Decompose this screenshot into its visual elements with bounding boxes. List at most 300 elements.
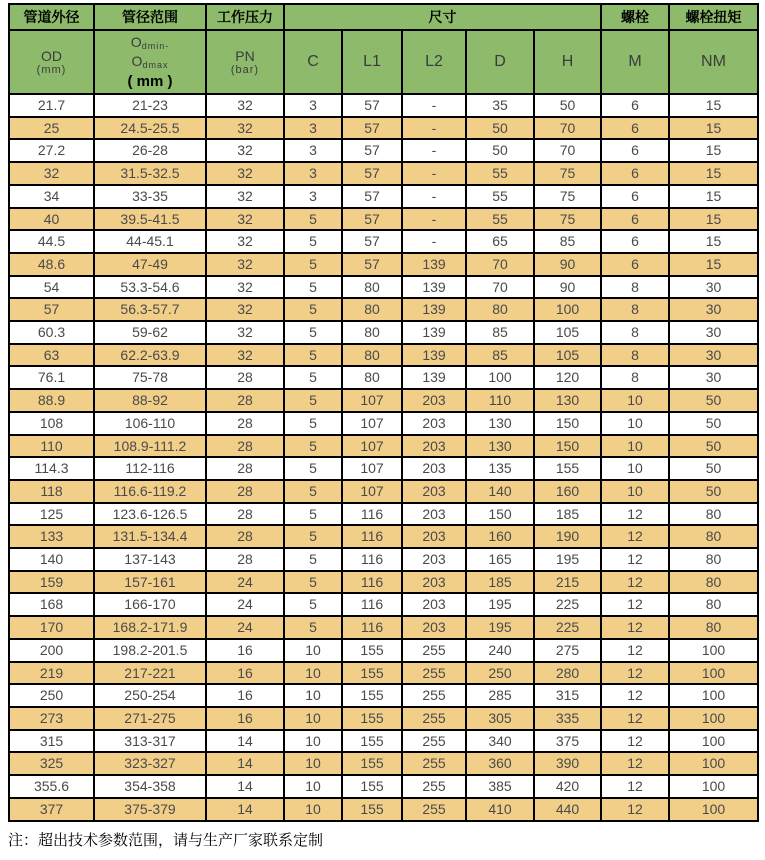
table-cell: 12	[601, 707, 669, 730]
table-row	[9, 593, 758, 616]
table-cell: 5	[284, 457, 342, 480]
header-pn-unit: (bar)	[230, 63, 260, 76]
table-cell: 3	[284, 94, 342, 117]
table-cell: 6	[601, 185, 669, 208]
table-cell: 32	[206, 230, 284, 253]
table-cell: 50	[669, 480, 758, 503]
table-cell: 31.5-32.5	[94, 162, 206, 185]
table-cell: 28	[206, 389, 284, 412]
header-row-chinese	[9, 4, 758, 30]
table-cell: 75-78	[94, 366, 206, 389]
table-cell: 139	[402, 253, 466, 276]
table-cell: 21.7	[9, 94, 94, 117]
table-cell: 70	[466, 276, 534, 299]
table-cell: 131.5-134.4	[94, 525, 206, 548]
table-cell: 85	[466, 321, 534, 344]
table-cell: 63	[9, 344, 94, 367]
table-cell: 39.5-41.5	[94, 208, 206, 231]
table-cell: 5	[284, 389, 342, 412]
table-cell: 10	[284, 707, 342, 730]
table-cell: 255	[402, 752, 466, 775]
table-cell: 5	[284, 412, 342, 435]
table-cell: 203	[402, 457, 466, 480]
table-cell: 155	[342, 662, 402, 685]
header-row-symbols	[9, 30, 758, 94]
table-cell: 15	[669, 253, 758, 276]
header-dimensions: 尺寸	[284, 4, 601, 30]
table-cell: 116	[342, 548, 402, 571]
table-cell: 90	[534, 253, 601, 276]
table-cell: 14	[206, 752, 284, 775]
table-row	[9, 798, 758, 821]
header-od-range	[94, 30, 206, 94]
table-cell: 34	[9, 185, 94, 208]
table-cell: 10	[601, 412, 669, 435]
table-cell: 10	[284, 730, 342, 753]
table-cell: 32	[206, 298, 284, 321]
table-cell: 139	[402, 344, 466, 367]
table-cell: 139	[402, 298, 466, 321]
table-cell: 10	[284, 639, 342, 662]
odmin-subscript: dmin-	[141, 40, 170, 51]
table-row	[9, 366, 758, 389]
table-cell: -	[402, 117, 466, 140]
table-cell: 285	[466, 684, 534, 707]
table-cell: 250	[9, 684, 94, 707]
table-row	[9, 412, 758, 435]
table-row	[9, 117, 758, 140]
table-cell: 57	[342, 253, 402, 276]
table-cell: 139	[402, 321, 466, 344]
table-cell: 12	[601, 616, 669, 639]
table-cell: 32	[206, 185, 284, 208]
table-cell: 16	[206, 662, 284, 685]
table-cell: 107	[342, 389, 402, 412]
table-cell: 195	[466, 593, 534, 616]
table-cell: 15	[669, 117, 758, 140]
table-cell: 12	[601, 662, 669, 685]
table-row	[9, 639, 758, 662]
table-cell: 335	[534, 707, 601, 730]
header-l1: L1	[342, 30, 402, 94]
table-cell: 80	[342, 276, 402, 299]
table-cell: 203	[402, 480, 466, 503]
table-cell: 57	[342, 94, 402, 117]
table-cell: 80	[342, 366, 402, 389]
table-cell: 12	[601, 639, 669, 662]
table-cell: 313-317	[94, 730, 206, 753]
table-cell: 75	[534, 208, 601, 231]
table-cell: 255	[402, 775, 466, 798]
table-cell: 106-110	[94, 412, 206, 435]
table-cell: 14	[206, 775, 284, 798]
table-cell: 5	[284, 548, 342, 571]
table-cell: 195	[466, 616, 534, 639]
table-cell: 35	[466, 94, 534, 117]
table-row	[9, 435, 758, 458]
table-cell: 5	[284, 435, 342, 458]
table-cell: 107	[342, 480, 402, 503]
table-cell: 325	[9, 752, 94, 775]
table-cell: 3	[284, 117, 342, 140]
table-cell: 57	[342, 139, 402, 162]
table-cell: 47-49	[94, 253, 206, 276]
odmax-subscript: dmax	[142, 59, 169, 70]
header-h: H	[534, 30, 601, 94]
table-cell: 12	[601, 730, 669, 753]
table-cell: 24	[206, 571, 284, 594]
table-cell: 217-221	[94, 662, 206, 685]
table-cell: 100	[669, 684, 758, 707]
table-cell: 100	[534, 298, 601, 321]
spec-table	[8, 3, 759, 822]
table-row	[9, 616, 758, 639]
table-cell: 10	[601, 389, 669, 412]
header-nm: NM	[669, 30, 758, 94]
table-cell: 6	[601, 208, 669, 231]
table-cell: 80	[342, 298, 402, 321]
table-cell: -	[402, 208, 466, 231]
header-m: M	[601, 30, 669, 94]
table-cell: 150	[534, 412, 601, 435]
table-cell: 75	[534, 162, 601, 185]
table-cell: 32	[206, 321, 284, 344]
table-cell: 116	[342, 571, 402, 594]
table-cell: 190	[534, 525, 601, 548]
table-cell: 70	[534, 117, 601, 140]
table-cell: 130	[466, 435, 534, 458]
table-cell: 80	[669, 525, 758, 548]
table-cell: 15	[669, 162, 758, 185]
table-row	[9, 162, 758, 185]
table-cell: 28	[206, 412, 284, 435]
table-cell: 12	[601, 775, 669, 798]
table-cell: 10	[284, 662, 342, 685]
table-cell: 215	[534, 571, 601, 594]
table-cell: 14	[206, 798, 284, 821]
table-row	[9, 775, 758, 798]
table-cell: 120	[534, 366, 601, 389]
table-row	[9, 480, 758, 503]
table-cell: 16	[206, 639, 284, 662]
table-cell: 273	[9, 707, 94, 730]
table-cell: 5	[284, 230, 342, 253]
table-cell: 3	[284, 185, 342, 208]
table-cell: 3	[284, 139, 342, 162]
table-cell: 88-92	[94, 389, 206, 412]
table-cell: 137-143	[94, 548, 206, 571]
table-cell: 225	[534, 593, 601, 616]
table-cell: 88.9	[9, 389, 94, 412]
table-cell: 6	[601, 230, 669, 253]
table-cell: 50	[669, 412, 758, 435]
table-cell: 12	[601, 571, 669, 594]
table-cell: 390	[534, 752, 601, 775]
table-cell: 33-35	[94, 185, 206, 208]
table-cell: 30	[669, 276, 758, 299]
table-cell: 80	[669, 503, 758, 526]
table-cell: 139	[402, 276, 466, 299]
table-cell: 65	[466, 230, 534, 253]
table-cell: 150	[534, 435, 601, 458]
table-cell: 57	[342, 230, 402, 253]
table-cell: 15	[669, 94, 758, 117]
table-cell: 5	[284, 571, 342, 594]
table-cell: -	[402, 185, 466, 208]
table-cell: 105	[534, 321, 601, 344]
table-cell: 118	[9, 480, 94, 503]
table-cell: 28	[206, 503, 284, 526]
table-cell: 15	[669, 230, 758, 253]
table-cell: 57	[342, 185, 402, 208]
table-cell: 133	[9, 525, 94, 548]
table-cell: 385	[466, 775, 534, 798]
table-cell: 53.3-54.6	[94, 276, 206, 299]
table-cell: 10	[284, 775, 342, 798]
table-cell: 5	[284, 525, 342, 548]
table-cell: 6	[601, 139, 669, 162]
header-odmin	[95, 35, 205, 54]
table-row	[9, 707, 758, 730]
table-cell: 50	[669, 435, 758, 458]
table-cell: 203	[402, 412, 466, 435]
table-cell: 6	[601, 94, 669, 117]
table-cell: 57	[9, 298, 94, 321]
table-cell: 185	[534, 503, 601, 526]
table-cell: 160	[466, 525, 534, 548]
table-cell: 275	[534, 639, 601, 662]
table-cell: 116	[342, 525, 402, 548]
table-cell: 8	[601, 344, 669, 367]
table-cell: 32	[206, 253, 284, 276]
table-cell: 100	[669, 752, 758, 775]
table-cell: 155	[342, 730, 402, 753]
table-cell: 16	[206, 707, 284, 730]
table-row	[9, 298, 758, 321]
table-cell: 165	[466, 548, 534, 571]
table-cell: 12	[601, 593, 669, 616]
table-row	[9, 548, 758, 571]
table-cell: 250-254	[94, 684, 206, 707]
table-cell: 32	[206, 94, 284, 117]
table-cell: 80	[466, 298, 534, 321]
table-row	[9, 525, 758, 548]
table-row	[9, 662, 758, 685]
table-cell: 32	[206, 208, 284, 231]
table-cell: 55	[466, 162, 534, 185]
table-row	[9, 321, 758, 344]
table-row	[9, 571, 758, 594]
table-cell: 28	[206, 457, 284, 480]
table-cell: 340	[466, 730, 534, 753]
table-cell: 170	[9, 616, 94, 639]
table-cell: 30	[669, 298, 758, 321]
table-cell: 60.3	[9, 321, 94, 344]
table-cell: 57	[342, 117, 402, 140]
table-cell: 420	[534, 775, 601, 798]
table-cell: 271-275	[94, 707, 206, 730]
table-cell: 28	[206, 548, 284, 571]
table-row	[9, 230, 758, 253]
table-cell: 5	[284, 253, 342, 276]
table-cell: 200	[9, 639, 94, 662]
table-cell: 315	[534, 684, 601, 707]
table-cell: 250	[466, 662, 534, 685]
table-cell: 108.9-111.2	[94, 435, 206, 458]
table-cell: 80	[669, 616, 758, 639]
table-cell: 140	[466, 480, 534, 503]
table-cell: 155	[342, 639, 402, 662]
table-cell: 116	[342, 503, 402, 526]
table-cell: 12	[601, 684, 669, 707]
header-pn-label: PN	[235, 47, 255, 64]
footnote: 注：超出技术参数范围，请与生产厂家联系定制	[8, 832, 324, 849]
table-cell: 123.6-126.5	[94, 503, 206, 526]
table-cell: 100	[466, 366, 534, 389]
table-cell: 5	[284, 480, 342, 503]
table-cell: 377	[9, 798, 94, 821]
table-cell: 5	[284, 298, 342, 321]
header-od	[9, 30, 94, 94]
table-cell: 24	[206, 593, 284, 616]
table-row	[9, 94, 758, 117]
table-cell: 323-327	[94, 752, 206, 775]
table-cell: 203	[402, 616, 466, 639]
table-cell: -	[402, 94, 466, 117]
table-cell: 25	[9, 117, 94, 140]
table-cell: 21-23	[94, 94, 206, 117]
table-cell: 24.5-25.5	[94, 117, 206, 140]
table-row	[9, 253, 758, 276]
table-cell: 375-379	[94, 798, 206, 821]
table-cell: 12	[601, 503, 669, 526]
table-cell: 10	[601, 435, 669, 458]
table-cell: 6	[601, 253, 669, 276]
table-cell: 168.2-171.9	[94, 616, 206, 639]
table-cell: 12	[601, 798, 669, 821]
table-cell: 5	[284, 208, 342, 231]
table-cell: 6	[601, 117, 669, 140]
table-cell: 140	[9, 548, 94, 571]
table-cell: 410	[466, 798, 534, 821]
table-cell: 280	[534, 662, 601, 685]
table-cell: 159	[9, 571, 94, 594]
table-cell: 5	[284, 616, 342, 639]
table-cell: 28	[206, 435, 284, 458]
table-cell: 56.3-57.7	[94, 298, 206, 321]
table-cell: 203	[402, 593, 466, 616]
table-cell: 203	[402, 525, 466, 548]
table-row	[9, 185, 758, 208]
table-cell: 12	[601, 548, 669, 571]
table-cell: 28	[206, 480, 284, 503]
header-pipe-range: 管径范围	[94, 4, 206, 30]
table-cell: 100	[669, 707, 758, 730]
table-cell: 5	[284, 366, 342, 389]
table-cell: 75	[534, 185, 601, 208]
table-cell: 10	[601, 457, 669, 480]
table-cell: 203	[402, 548, 466, 571]
table-cell: 50	[466, 117, 534, 140]
header-working-pressure: 工作压力	[206, 4, 284, 30]
table-row	[9, 503, 758, 526]
table-cell: 40	[9, 208, 94, 231]
table-header	[9, 4, 758, 94]
table-row	[9, 752, 758, 775]
table-cell: 80	[669, 571, 758, 594]
table-cell: 110	[466, 389, 534, 412]
table-cell: 85	[534, 230, 601, 253]
table-cell: 10	[284, 798, 342, 821]
table-cell: 15	[669, 185, 758, 208]
table-cell: 155	[534, 457, 601, 480]
table-row	[9, 730, 758, 753]
table-row	[9, 457, 758, 480]
table-cell: 32	[206, 139, 284, 162]
table-cell: 116.6-119.2	[94, 480, 206, 503]
table-cell: 108	[9, 412, 94, 435]
table-cell: 107	[342, 412, 402, 435]
table-cell: 80	[342, 344, 402, 367]
header-c: C	[284, 30, 342, 94]
table-cell: 255	[402, 730, 466, 753]
table-cell: 155	[342, 775, 402, 798]
table-cell: 26-28	[94, 139, 206, 162]
table-cell: 15	[669, 139, 758, 162]
table-cell: 155	[342, 707, 402, 730]
table-cell: 130	[534, 389, 601, 412]
table-cell: 55	[466, 208, 534, 231]
table-cell: 315	[9, 730, 94, 753]
table-cell: 62.2-63.9	[94, 344, 206, 367]
table-cell: 203	[402, 571, 466, 594]
table-cell: 57	[342, 162, 402, 185]
table-row	[9, 139, 758, 162]
table-cell: 100	[669, 775, 758, 798]
table-cell: 305	[466, 707, 534, 730]
table-cell: 105	[534, 344, 601, 367]
table-cell: 5	[284, 321, 342, 344]
table-cell: 28	[206, 525, 284, 548]
header-range-unit: ( mm )	[127, 72, 173, 90]
table-cell: 195	[534, 548, 601, 571]
table-cell: 14	[206, 730, 284, 753]
table-cell: 375	[534, 730, 601, 753]
header-bolt-torque: 螺栓扭矩	[669, 4, 758, 30]
table-cell: 50	[669, 457, 758, 480]
table-cell: 70	[534, 139, 601, 162]
table-cell: 32	[206, 344, 284, 367]
table-cell: 203	[402, 389, 466, 412]
table-cell: 255	[402, 707, 466, 730]
table-cell: 54	[9, 276, 94, 299]
header-d: D	[466, 30, 534, 94]
table-cell: 255	[402, 684, 466, 707]
table-cell: 5	[284, 593, 342, 616]
table-cell: 203	[402, 503, 466, 526]
table-cell: 6	[601, 162, 669, 185]
header-pipe-od: 管道外径	[9, 4, 94, 30]
table-cell: 15	[669, 208, 758, 231]
header-pn	[206, 30, 284, 94]
table-cell: 55	[466, 185, 534, 208]
table-cell: 8	[601, 366, 669, 389]
table-cell: 80	[669, 548, 758, 571]
table-cell: 28	[206, 366, 284, 389]
table-cell: 32	[206, 162, 284, 185]
table-cell: 157-161	[94, 571, 206, 594]
table-cell: 155	[342, 684, 402, 707]
